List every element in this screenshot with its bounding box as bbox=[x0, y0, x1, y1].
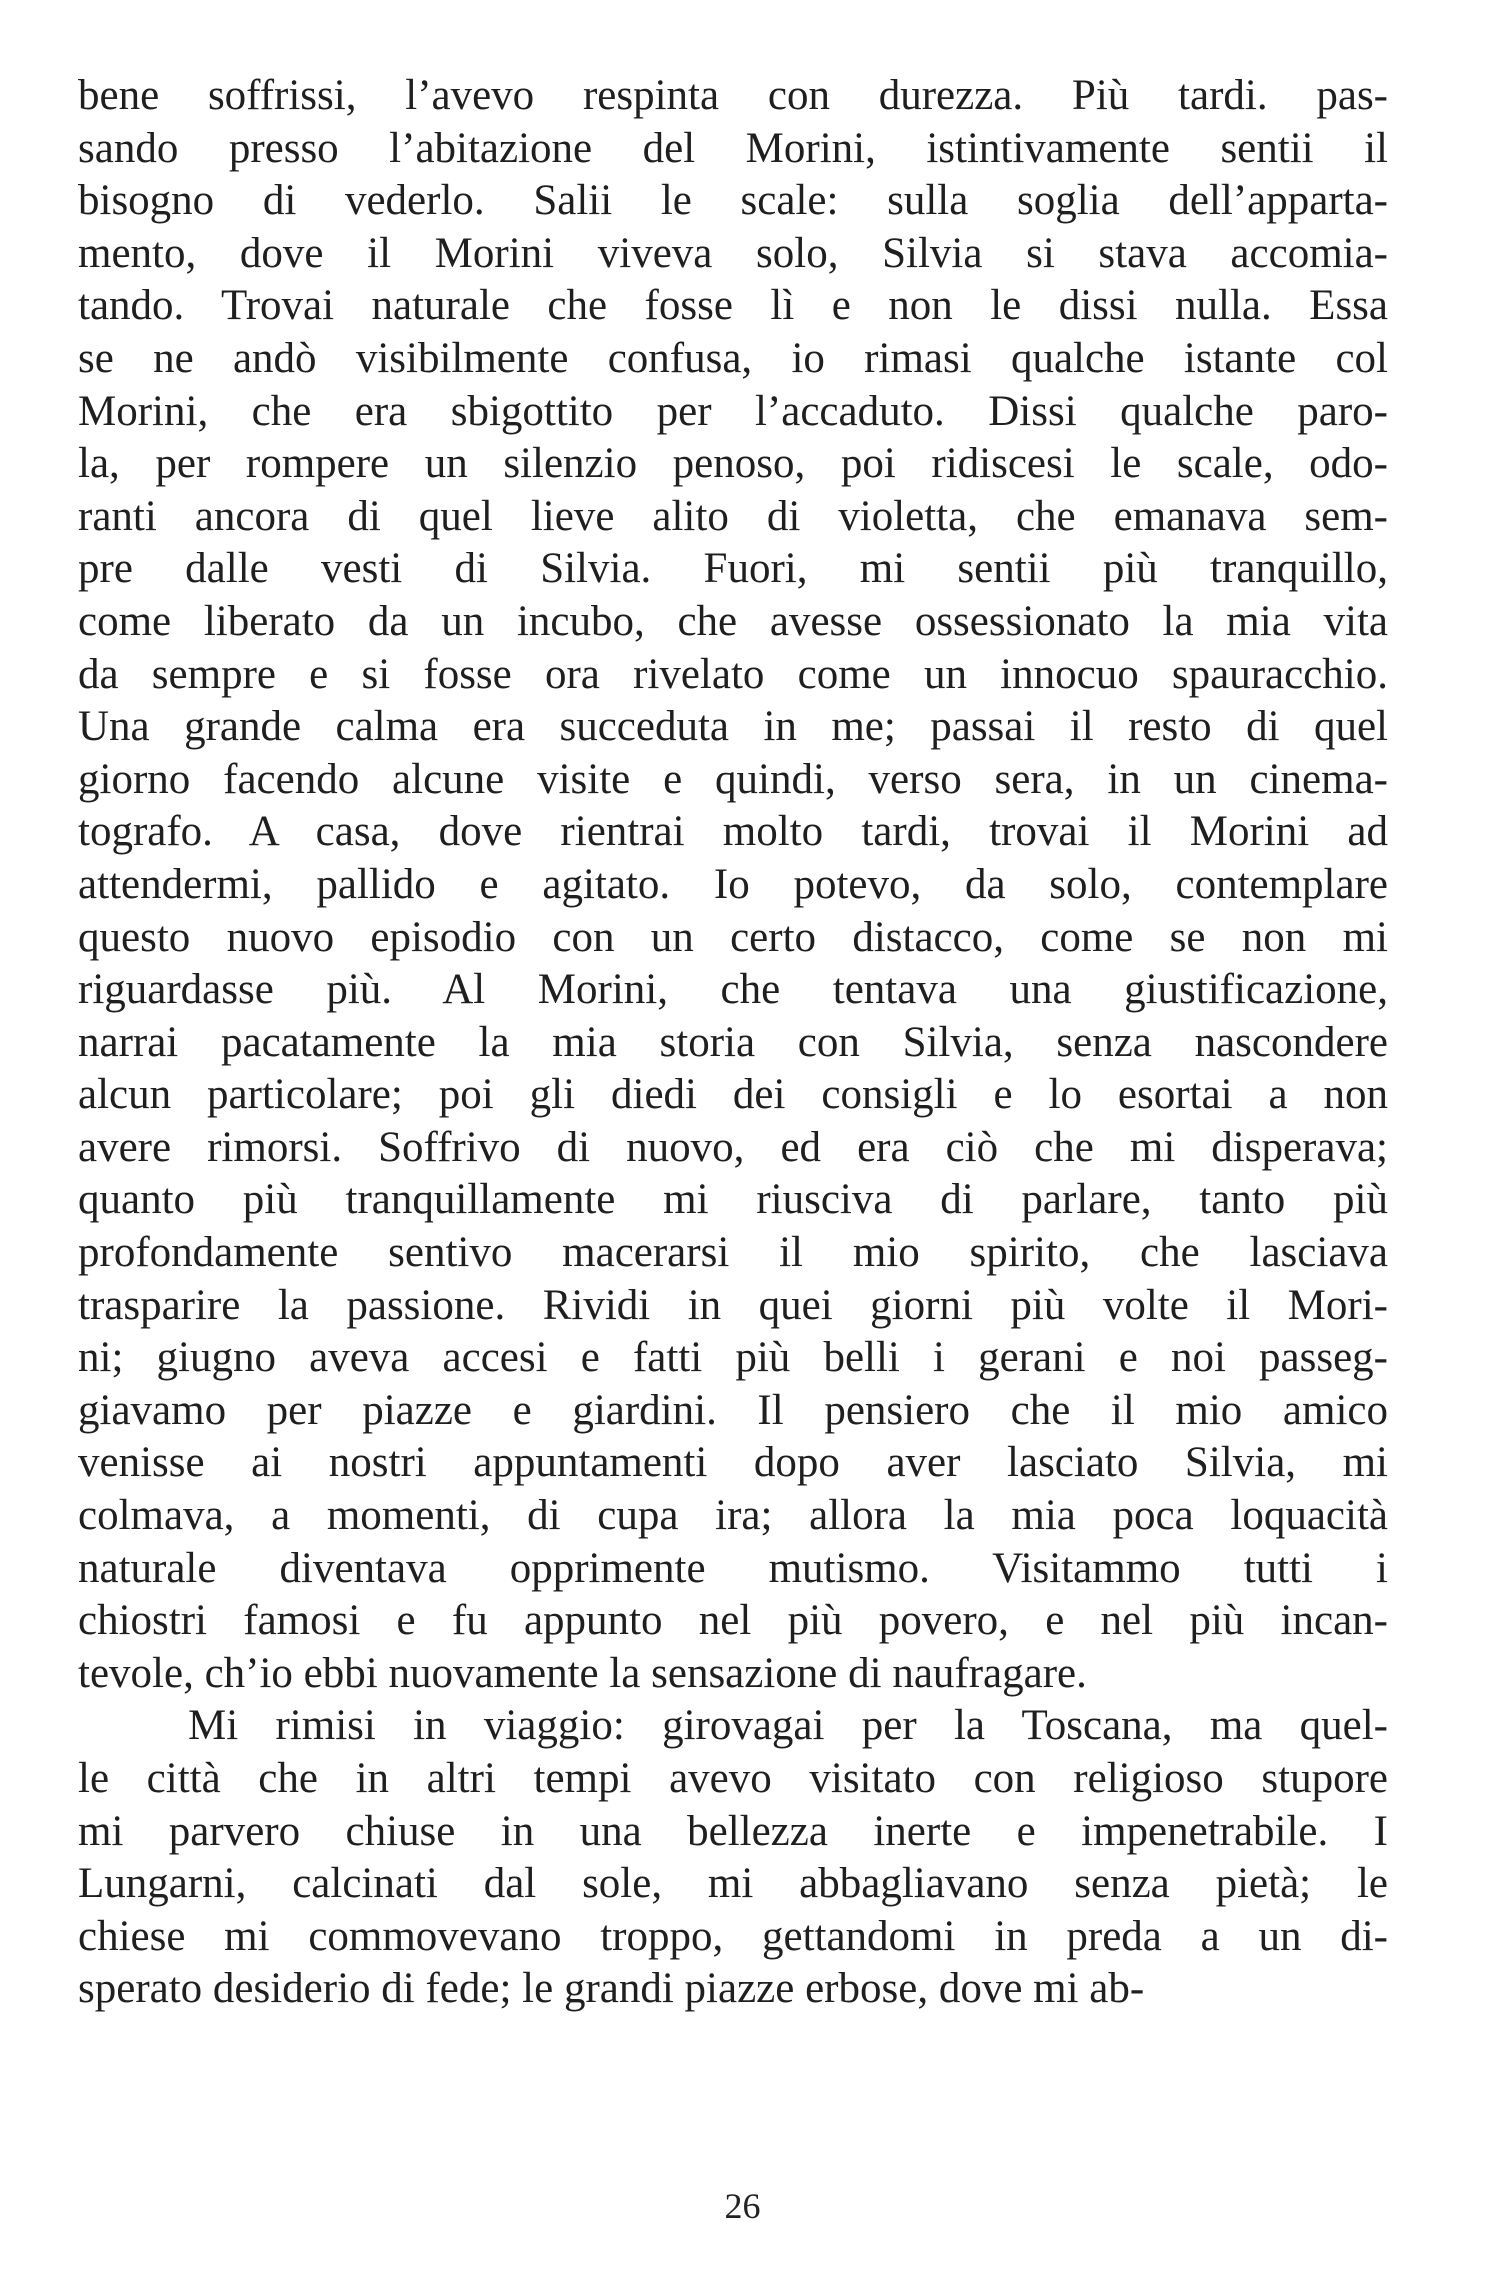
text-line: alcun particolare; poi gli diedi dei consigli e lo esortai a non bbox=[78, 1071, 1388, 1119]
text-line: questo nuovo episodio con un certo distacco, come se non mi bbox=[78, 913, 1388, 961]
text-line: avere rimorsi. Soffrivo di nuovo, ed era ciò che mi disperava; bbox=[78, 1123, 1388, 1171]
text-line: se ne andò visibilmente confusa, io rimasi qualche istante col bbox=[78, 334, 1388, 382]
text-line: come liberato da un incubo, che avesse ossessionato la mia vita bbox=[78, 597, 1388, 645]
paragraph bbox=[78, 1700, 1388, 2016]
text-line: la, per rompere un silenzio penoso, poi ridiscesi le scale, odo- bbox=[78, 440, 1388, 488]
text-line: bene soffrissi, l’avevo respinta con durezza. Più tardi. pas- bbox=[78, 72, 1388, 119]
text-line: chiostri famosi e fu appunto nel più povero, e nel più incan- bbox=[78, 1597, 1388, 1645]
text-line: sando presso l’abitazione del Morini, istintivamente sentii il bbox=[78, 124, 1388, 172]
text-line: da sempre e si fosse ora rivelato come un innocuo spauracchio. bbox=[78, 650, 1388, 698]
text-line: chiese mi commovevano troppo, gettandomi in preda a un di- bbox=[78, 1912, 1388, 1960]
text-line: ranti ancora di quel lieve alito di violetta, che emanava sem- bbox=[78, 492, 1388, 540]
text-line: bisogno di vederlo. Salii le scale: sulla soglia dell’apparta- bbox=[78, 177, 1388, 225]
text-line: riguardasse più. Al Morini, che tentava una giustificazione, bbox=[78, 966, 1388, 1014]
text-line: Lungarni, calcinati dal sole, mi abbagliavano senza pietà; le bbox=[78, 1860, 1388, 1908]
text-line: colmava, a momenti, di cupa ira; allora la mia poca loquacità bbox=[78, 1492, 1388, 1540]
text-line: le città che in altri tempi avevo visitato con religioso stupore bbox=[78, 1755, 1388, 1802]
text-line: giorno facendo alcune visite e quindi, verso sera, in un cinema- bbox=[78, 755, 1388, 803]
text-line: sperato desiderio di fede; le grandi piazze erbose, dove mi ab- bbox=[78, 1965, 1145, 2013]
text-line: naturale diventava opprimente mutismo. Visitammo tutti i bbox=[78, 1544, 1388, 1592]
text-line: tografo. A casa, dove rientrai molto tardi, trovai il Morini ad bbox=[78, 808, 1388, 856]
text-line: profondamente sentivo macerarsi il mio spirito, che lasciava bbox=[78, 1229, 1388, 1277]
page-number: 26 bbox=[724, 2186, 761, 2226]
text-line: giavamo per piazze e giardini. Il pensiero che il mio amico bbox=[78, 1386, 1388, 1434]
body-text bbox=[78, 70, 1388, 2016]
text-line: mento, dove il Morini viveva solo, Silvia si stava accomia- bbox=[78, 229, 1388, 277]
text-line: Mi rimisi in viaggio: girovagai per la Toscana, ma quel- bbox=[188, 1702, 1388, 1750]
text-line: ni; giugno aveva accesi e fatti più belli i gerani e noi passeg- bbox=[78, 1334, 1388, 1382]
text-line: trasparire la passione. Rividi in quei giorni più volte il Mori- bbox=[78, 1281, 1388, 1329]
paragraph bbox=[78, 70, 1388, 1700]
text-line: quanto più tranquillamente mi riusciva di parlare, tanto più bbox=[78, 1176, 1388, 1224]
text-line: mi parvero chiuse in una bellezza inerte e impenetrabile. I bbox=[78, 1807, 1388, 1855]
text-line: venisse ai nostri appuntamenti dopo aver lasciato Silvia, mi bbox=[78, 1439, 1388, 1487]
text-line: narrai pacatamente la mia storia con Silvia, senza nascondere bbox=[78, 1018, 1388, 1066]
text-line: Una grande calma era succeduta in me; passai il resto di quel bbox=[78, 703, 1388, 751]
text-line: tando. Trovai naturale che fosse lì e non le dissi nulla. Essa bbox=[78, 282, 1388, 330]
text-line: attendermi, pallido e agitato. Io potevo, da solo, contemplare bbox=[78, 860, 1388, 908]
text-line: pre dalle vesti di Silvia. Fuori, mi sentii più tranquillo, bbox=[78, 545, 1388, 593]
text-line: tevole, ch’io ebbi nuovamente la sensazione di naufragare. bbox=[78, 1649, 1087, 1697]
text-line: Morini, che era sbigottito per l’accaduto. Dissi qualche paro- bbox=[78, 387, 1388, 435]
